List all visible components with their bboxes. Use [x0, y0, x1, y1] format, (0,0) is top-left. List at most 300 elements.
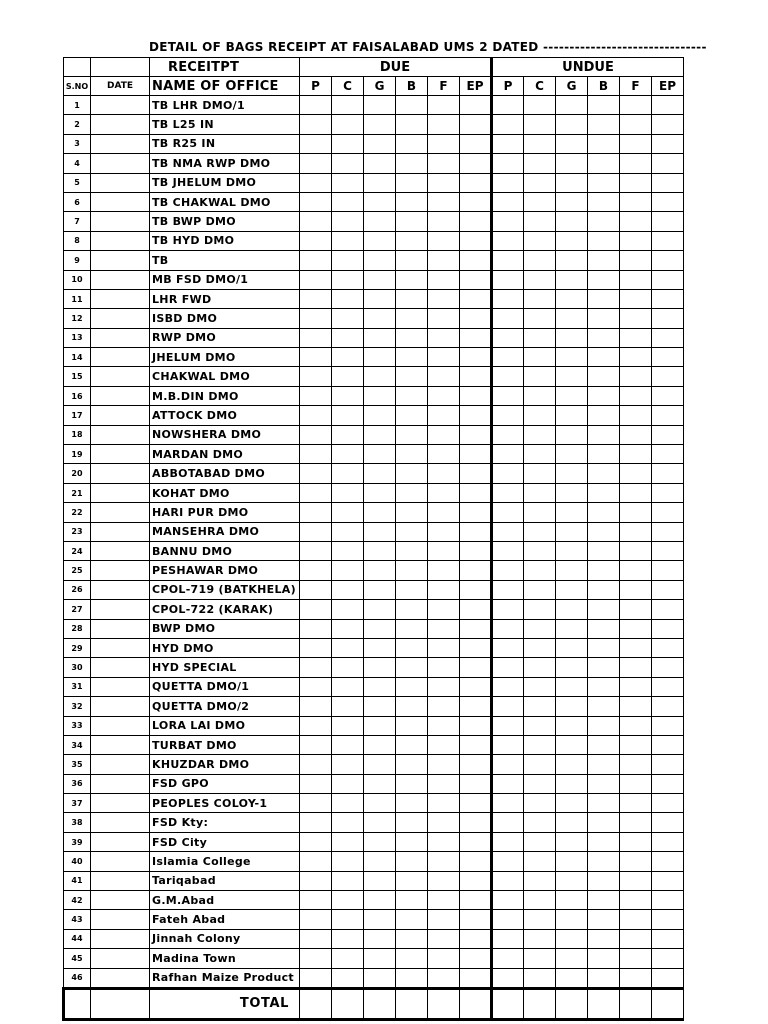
undue-count-cell[interactable]	[588, 231, 620, 250]
due-count-cell[interactable]	[396, 192, 428, 211]
due-count-cell[interactable]	[364, 891, 396, 910]
date-cell[interactable]	[91, 638, 150, 657]
date-cell[interactable]	[91, 483, 150, 502]
undue-count-cell[interactable]	[492, 309, 524, 328]
undue-count-cell[interactable]	[524, 270, 556, 289]
undue-count-cell[interactable]	[652, 735, 684, 754]
undue-count-cell[interactable]	[652, 212, 684, 231]
undue-count-cell[interactable]	[620, 735, 652, 754]
due-count-cell[interactable]	[300, 115, 332, 134]
due-count-cell[interactable]	[332, 561, 364, 580]
due-count-cell[interactable]	[428, 658, 460, 677]
due-count-cell[interactable]	[300, 464, 332, 483]
due-count-cell[interactable]	[428, 561, 460, 580]
undue-count-cell[interactable]	[620, 154, 652, 173]
due-count-cell[interactable]	[428, 929, 460, 948]
undue-count-cell[interactable]	[620, 251, 652, 270]
undue-count-cell[interactable]	[652, 910, 684, 929]
undue-count-cell[interactable]	[524, 289, 556, 308]
total-value-cell[interactable]	[332, 988, 364, 1019]
due-count-cell[interactable]	[364, 716, 396, 735]
due-count-cell[interactable]	[364, 697, 396, 716]
undue-count-cell[interactable]	[652, 328, 684, 347]
due-count-cell[interactable]	[428, 445, 460, 464]
due-count-cell[interactable]	[364, 251, 396, 270]
undue-count-cell[interactable]	[524, 212, 556, 231]
undue-count-cell[interactable]	[620, 503, 652, 522]
undue-count-cell[interactable]	[492, 755, 524, 774]
due-count-cell[interactable]	[332, 212, 364, 231]
due-count-cell[interactable]	[428, 406, 460, 425]
undue-count-cell[interactable]	[524, 173, 556, 192]
due-count-cell[interactable]	[364, 871, 396, 890]
undue-count-cell[interactable]	[652, 173, 684, 192]
date-cell[interactable]	[91, 852, 150, 871]
date-cell[interactable]	[91, 96, 150, 115]
undue-count-cell[interactable]	[652, 464, 684, 483]
undue-count-cell[interactable]	[524, 115, 556, 134]
due-count-cell[interactable]	[300, 425, 332, 444]
due-count-cell[interactable]	[460, 154, 492, 173]
due-count-cell[interactable]	[460, 251, 492, 270]
due-count-cell[interactable]	[332, 949, 364, 968]
undue-count-cell[interactable]	[652, 774, 684, 793]
undue-count-cell[interactable]	[524, 735, 556, 754]
due-count-cell[interactable]	[396, 968, 428, 988]
undue-count-cell[interactable]	[588, 871, 620, 890]
undue-count-cell[interactable]	[588, 677, 620, 696]
due-count-cell[interactable]	[300, 328, 332, 347]
due-count-cell[interactable]	[332, 115, 364, 134]
date-cell[interactable]	[91, 503, 150, 522]
undue-count-cell[interactable]	[588, 348, 620, 367]
undue-count-cell[interactable]	[492, 251, 524, 270]
undue-count-cell[interactable]	[524, 580, 556, 599]
undue-count-cell[interactable]	[556, 270, 588, 289]
undue-count-cell[interactable]	[556, 600, 588, 619]
due-count-cell[interactable]	[300, 134, 332, 153]
total-value-cell[interactable]	[556, 988, 588, 1019]
due-count-cell[interactable]	[300, 968, 332, 988]
undue-count-cell[interactable]	[620, 328, 652, 347]
undue-count-cell[interactable]	[620, 406, 652, 425]
undue-count-cell[interactable]	[556, 367, 588, 386]
undue-count-cell[interactable]	[620, 348, 652, 367]
undue-count-cell[interactable]	[492, 580, 524, 599]
due-count-cell[interactable]	[460, 367, 492, 386]
due-count-cell[interactable]	[300, 212, 332, 231]
due-count-cell[interactable]	[460, 464, 492, 483]
undue-count-cell[interactable]	[492, 929, 524, 948]
due-count-cell[interactable]	[332, 192, 364, 211]
due-count-cell[interactable]	[460, 910, 492, 929]
undue-count-cell[interactable]	[588, 832, 620, 851]
due-count-cell[interactable]	[396, 522, 428, 541]
due-count-cell[interactable]	[364, 134, 396, 153]
due-count-cell[interactable]	[332, 871, 364, 890]
undue-count-cell[interactable]	[524, 774, 556, 793]
due-count-cell[interactable]	[364, 464, 396, 483]
due-count-cell[interactable]	[428, 871, 460, 890]
due-count-cell[interactable]	[332, 483, 364, 502]
undue-count-cell[interactable]	[652, 445, 684, 464]
date-cell[interactable]	[91, 348, 150, 367]
undue-count-cell[interactable]	[492, 270, 524, 289]
date-cell[interactable]	[91, 580, 150, 599]
due-count-cell[interactable]	[300, 503, 332, 522]
due-count-cell[interactable]	[364, 231, 396, 250]
due-count-cell[interactable]	[364, 425, 396, 444]
undue-count-cell[interactable]	[652, 251, 684, 270]
undue-count-cell[interactable]	[620, 96, 652, 115]
undue-count-cell[interactable]	[652, 619, 684, 638]
undue-count-cell[interactable]	[524, 910, 556, 929]
undue-count-cell[interactable]	[588, 949, 620, 968]
undue-count-cell[interactable]	[524, 328, 556, 347]
due-count-cell[interactable]	[396, 813, 428, 832]
undue-count-cell[interactable]	[620, 755, 652, 774]
undue-count-cell[interactable]	[492, 231, 524, 250]
due-count-cell[interactable]	[300, 309, 332, 328]
due-count-cell[interactable]	[460, 619, 492, 638]
due-count-cell[interactable]	[332, 910, 364, 929]
undue-count-cell[interactable]	[588, 813, 620, 832]
due-count-cell[interactable]	[460, 774, 492, 793]
undue-count-cell[interactable]	[524, 813, 556, 832]
date-cell[interactable]	[91, 270, 150, 289]
undue-count-cell[interactable]	[620, 173, 652, 192]
due-count-cell[interactable]	[396, 755, 428, 774]
undue-count-cell[interactable]	[588, 309, 620, 328]
due-count-cell[interactable]	[300, 677, 332, 696]
undue-count-cell[interactable]	[620, 270, 652, 289]
undue-count-cell[interactable]	[524, 619, 556, 638]
undue-count-cell[interactable]	[588, 658, 620, 677]
date-cell[interactable]	[91, 173, 150, 192]
due-count-cell[interactable]	[300, 96, 332, 115]
due-count-cell[interactable]	[364, 406, 396, 425]
undue-count-cell[interactable]	[524, 464, 556, 483]
due-count-cell[interactable]	[396, 600, 428, 619]
undue-count-cell[interactable]	[588, 910, 620, 929]
due-count-cell[interactable]	[460, 406, 492, 425]
date-cell[interactable]	[91, 251, 150, 270]
undue-count-cell[interactable]	[652, 891, 684, 910]
undue-count-cell[interactable]	[524, 192, 556, 211]
due-count-cell[interactable]	[396, 677, 428, 696]
due-count-cell[interactable]	[460, 735, 492, 754]
date-cell[interactable]	[91, 309, 150, 328]
undue-count-cell[interactable]	[620, 212, 652, 231]
date-cell[interactable]	[91, 134, 150, 153]
undue-count-cell[interactable]	[556, 910, 588, 929]
undue-count-cell[interactable]	[652, 96, 684, 115]
undue-count-cell[interactable]	[524, 251, 556, 270]
due-count-cell[interactable]	[460, 445, 492, 464]
undue-count-cell[interactable]	[556, 425, 588, 444]
undue-count-cell[interactable]	[556, 231, 588, 250]
due-count-cell[interactable]	[300, 658, 332, 677]
date-cell[interactable]	[91, 697, 150, 716]
due-count-cell[interactable]	[364, 949, 396, 968]
date-cell[interactable]	[91, 212, 150, 231]
due-count-cell[interactable]	[428, 580, 460, 599]
undue-count-cell[interactable]	[652, 929, 684, 948]
undue-count-cell[interactable]	[556, 134, 588, 153]
undue-count-cell[interactable]	[556, 464, 588, 483]
undue-count-cell[interactable]	[620, 464, 652, 483]
undue-count-cell[interactable]	[620, 522, 652, 541]
undue-count-cell[interactable]	[588, 173, 620, 192]
undue-count-cell[interactable]	[492, 638, 524, 657]
due-count-cell[interactable]	[364, 328, 396, 347]
due-count-cell[interactable]	[460, 697, 492, 716]
undue-count-cell[interactable]	[556, 891, 588, 910]
undue-count-cell[interactable]	[652, 968, 684, 988]
due-count-cell[interactable]	[428, 309, 460, 328]
due-count-cell[interactable]	[364, 445, 396, 464]
due-count-cell[interactable]	[428, 794, 460, 813]
undue-count-cell[interactable]	[492, 832, 524, 851]
undue-count-cell[interactable]	[524, 561, 556, 580]
due-count-cell[interactable]	[300, 716, 332, 735]
due-count-cell[interactable]	[396, 619, 428, 638]
undue-count-cell[interactable]	[652, 115, 684, 134]
undue-count-cell[interactable]	[588, 638, 620, 657]
due-count-cell[interactable]	[396, 580, 428, 599]
undue-count-cell[interactable]	[492, 658, 524, 677]
due-count-cell[interactable]	[332, 968, 364, 988]
date-cell[interactable]	[91, 541, 150, 560]
undue-count-cell[interactable]	[652, 716, 684, 735]
undue-count-cell[interactable]	[620, 638, 652, 657]
due-count-cell[interactable]	[460, 580, 492, 599]
due-count-cell[interactable]	[300, 852, 332, 871]
undue-count-cell[interactable]	[652, 755, 684, 774]
due-count-cell[interactable]	[460, 716, 492, 735]
due-count-cell[interactable]	[396, 871, 428, 890]
due-count-cell[interactable]	[428, 192, 460, 211]
due-count-cell[interactable]	[428, 173, 460, 192]
undue-count-cell[interactable]	[524, 677, 556, 696]
date-cell[interactable]	[91, 367, 150, 386]
undue-count-cell[interactable]	[524, 716, 556, 735]
due-count-cell[interactable]	[300, 774, 332, 793]
undue-count-cell[interactable]	[620, 289, 652, 308]
undue-count-cell[interactable]	[620, 425, 652, 444]
undue-count-cell[interactable]	[492, 910, 524, 929]
undue-count-cell[interactable]	[620, 910, 652, 929]
due-count-cell[interactable]	[428, 716, 460, 735]
total-value-cell[interactable]	[460, 988, 492, 1019]
undue-count-cell[interactable]	[652, 580, 684, 599]
due-count-cell[interactable]	[364, 774, 396, 793]
due-count-cell[interactable]	[332, 541, 364, 560]
due-count-cell[interactable]	[460, 929, 492, 948]
due-count-cell[interactable]	[460, 891, 492, 910]
date-cell[interactable]	[91, 522, 150, 541]
undue-count-cell[interactable]	[556, 154, 588, 173]
undue-count-cell[interactable]	[588, 212, 620, 231]
undue-count-cell[interactable]	[492, 445, 524, 464]
due-count-cell[interactable]	[300, 348, 332, 367]
undue-count-cell[interactable]	[652, 483, 684, 502]
undue-count-cell[interactable]	[556, 832, 588, 851]
due-count-cell[interactable]	[300, 541, 332, 560]
undue-count-cell[interactable]	[556, 445, 588, 464]
undue-count-cell[interactable]	[524, 367, 556, 386]
due-count-cell[interactable]	[300, 173, 332, 192]
due-count-cell[interactable]	[460, 813, 492, 832]
undue-count-cell[interactable]	[652, 832, 684, 851]
due-count-cell[interactable]	[428, 541, 460, 560]
undue-count-cell[interactable]	[492, 697, 524, 716]
undue-count-cell[interactable]	[524, 832, 556, 851]
due-count-cell[interactable]	[396, 231, 428, 250]
undue-count-cell[interactable]	[524, 386, 556, 405]
due-count-cell[interactable]	[460, 852, 492, 871]
undue-count-cell[interactable]	[524, 949, 556, 968]
due-count-cell[interactable]	[460, 600, 492, 619]
undue-count-cell[interactable]	[588, 929, 620, 948]
due-count-cell[interactable]	[460, 173, 492, 192]
undue-count-cell[interactable]	[492, 561, 524, 580]
due-count-cell[interactable]	[332, 96, 364, 115]
undue-count-cell[interactable]	[620, 871, 652, 890]
due-count-cell[interactable]	[300, 367, 332, 386]
undue-count-cell[interactable]	[524, 231, 556, 250]
undue-count-cell[interactable]	[588, 96, 620, 115]
undue-count-cell[interactable]	[492, 483, 524, 502]
due-count-cell[interactable]	[460, 949, 492, 968]
due-count-cell[interactable]	[428, 212, 460, 231]
due-count-cell[interactable]	[428, 503, 460, 522]
total-value-cell[interactable]	[652, 988, 684, 1019]
undue-count-cell[interactable]	[620, 367, 652, 386]
due-count-cell[interactable]	[332, 891, 364, 910]
due-count-cell[interactable]	[332, 154, 364, 173]
undue-count-cell[interactable]	[652, 192, 684, 211]
due-count-cell[interactable]	[428, 289, 460, 308]
due-count-cell[interactable]	[460, 386, 492, 405]
due-count-cell[interactable]	[428, 949, 460, 968]
undue-count-cell[interactable]	[524, 891, 556, 910]
due-count-cell[interactable]	[428, 619, 460, 638]
due-count-cell[interactable]	[300, 755, 332, 774]
due-count-cell[interactable]	[428, 813, 460, 832]
due-count-cell[interactable]	[300, 289, 332, 308]
due-count-cell[interactable]	[396, 561, 428, 580]
due-count-cell[interactable]	[364, 910, 396, 929]
due-count-cell[interactable]	[428, 600, 460, 619]
due-count-cell[interactable]	[332, 289, 364, 308]
undue-count-cell[interactable]	[524, 522, 556, 541]
undue-count-cell[interactable]	[556, 580, 588, 599]
undue-count-cell[interactable]	[588, 367, 620, 386]
date-cell[interactable]	[91, 813, 150, 832]
due-count-cell[interactable]	[332, 367, 364, 386]
undue-count-cell[interactable]	[588, 755, 620, 774]
undue-count-cell[interactable]	[556, 541, 588, 560]
undue-count-cell[interactable]	[524, 154, 556, 173]
undue-count-cell[interactable]	[556, 212, 588, 231]
undue-count-cell[interactable]	[524, 483, 556, 502]
due-count-cell[interactable]	[332, 832, 364, 851]
undue-count-cell[interactable]	[556, 697, 588, 716]
due-count-cell[interactable]	[332, 774, 364, 793]
due-count-cell[interactable]	[300, 697, 332, 716]
date-cell[interactable]	[91, 425, 150, 444]
due-count-cell[interactable]	[364, 813, 396, 832]
undue-count-cell[interactable]	[524, 929, 556, 948]
undue-count-cell[interactable]	[652, 949, 684, 968]
due-count-cell[interactable]	[364, 192, 396, 211]
due-count-cell[interactable]	[428, 96, 460, 115]
due-count-cell[interactable]	[364, 483, 396, 502]
undue-count-cell[interactable]	[524, 96, 556, 115]
due-count-cell[interactable]	[364, 619, 396, 638]
due-count-cell[interactable]	[300, 871, 332, 890]
due-count-cell[interactable]	[460, 134, 492, 153]
due-count-cell[interactable]	[332, 716, 364, 735]
undue-count-cell[interactable]	[492, 949, 524, 968]
due-count-cell[interactable]	[396, 173, 428, 192]
due-count-cell[interactable]	[364, 173, 396, 192]
due-count-cell[interactable]	[332, 464, 364, 483]
due-count-cell[interactable]	[396, 910, 428, 929]
due-count-cell[interactable]	[300, 580, 332, 599]
due-count-cell[interactable]	[460, 270, 492, 289]
due-count-cell[interactable]	[332, 406, 364, 425]
undue-count-cell[interactable]	[588, 386, 620, 405]
undue-count-cell[interactable]	[652, 309, 684, 328]
due-count-cell[interactable]	[364, 503, 396, 522]
due-count-cell[interactable]	[332, 794, 364, 813]
undue-count-cell[interactable]	[492, 503, 524, 522]
date-cell[interactable]	[91, 716, 150, 735]
due-count-cell[interactable]	[300, 910, 332, 929]
undue-count-cell[interactable]	[524, 348, 556, 367]
due-count-cell[interactable]	[428, 910, 460, 929]
undue-count-cell[interactable]	[524, 697, 556, 716]
due-count-cell[interactable]	[460, 794, 492, 813]
undue-count-cell[interactable]	[556, 309, 588, 328]
due-count-cell[interactable]	[428, 522, 460, 541]
due-count-cell[interactable]	[300, 794, 332, 813]
due-count-cell[interactable]	[300, 192, 332, 211]
undue-count-cell[interactable]	[492, 677, 524, 696]
undue-count-cell[interactable]	[556, 561, 588, 580]
undue-count-cell[interactable]	[524, 600, 556, 619]
due-count-cell[interactable]	[364, 852, 396, 871]
undue-count-cell[interactable]	[652, 289, 684, 308]
date-cell[interactable]	[91, 115, 150, 134]
due-count-cell[interactable]	[364, 677, 396, 696]
due-count-cell[interactable]	[460, 541, 492, 560]
due-count-cell[interactable]	[396, 328, 428, 347]
undue-count-cell[interactable]	[588, 464, 620, 483]
undue-count-cell[interactable]	[588, 968, 620, 988]
undue-count-cell[interactable]	[620, 231, 652, 250]
undue-count-cell[interactable]	[492, 96, 524, 115]
undue-count-cell[interactable]	[524, 541, 556, 560]
due-count-cell[interactable]	[428, 386, 460, 405]
undue-count-cell[interactable]	[492, 115, 524, 134]
due-count-cell[interactable]	[332, 231, 364, 250]
undue-count-cell[interactable]	[588, 891, 620, 910]
undue-count-cell[interactable]	[588, 483, 620, 502]
undue-count-cell[interactable]	[556, 852, 588, 871]
